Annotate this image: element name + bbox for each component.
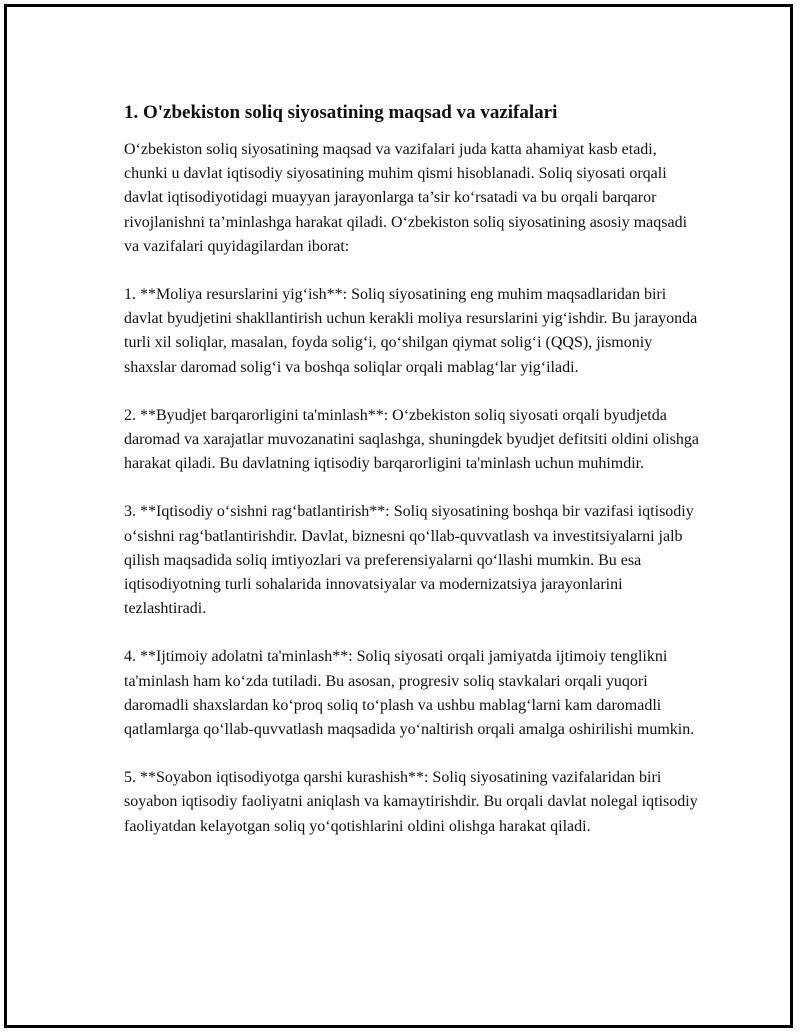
item-1-paragraph: 1. **Moliya resurslarini yig‘ish**: Soliq siyosatining eng muhim maqsadlaridan biri davlat byudjetini shakllantirish uchun kerakli moliya resurslarini yig‘ishdir. Bu jarayonda turli xil soliqlar, masalan, foyda solig‘i, qo‘shilgan qiymat solig‘i (QQS), jismoniy shaxslar daromad solig‘i va boshqa soliqlar orqali mablag‘lar yig‘iladi.	[124, 286, 698, 376]
document-body	[124, 100, 699, 863]
item-2-paragraph: 2. **Byudjet barqarorligini ta'minlash**: O‘zbekiston soliq siyosati orqali byudjetda daromad va xarajatlar muvozanatini saqlashga, shuningdek byudjet defitsiti oldini olishga harakat qiladi. Bu davlatning iqtisodiy barqarorligini ta'minlash uchun muhimdir.	[124, 406, 699, 473]
document-page	[4, 4, 793, 1028]
item-5-paragraph: 5. **Soyabon iqtisodiyotga qarshi kurashish**: Soliq siyosatining vazifalaridan biri soyabon iqtisodiy faoliyatni aniqlash va kamaytirishdir. Bu orqali davlat nolegal iqtisodiy faoliyatdan kelayotgan soliq yo‘qotishlarini oldini olishga harakat qiladi.	[124, 769, 698, 835]
item-4-paragraph: 4. **Ijtimoiy adolatni ta'minlash**: Soliq siyosati orqali jamiyatda ijtimoiy tenglikni ta'minlash ham ko‘zda tutiladi. Bu asosan, progresiv soliq stavkalari orqali yuqori daromadli shaxslardan ko‘proq soliq to‘plash va ushbu mablag‘larni kam daromadli qatlamlarga qo‘llab-quvvatlash maqsadida yo‘naltirish orqali amalga oshirilishi mumkin.	[124, 648, 695, 739]
item-3-paragraph: 3. **Iqtisodiy o‘sishni rag‘batlantirish**: Soliq siyosatining boshqa bir vazifasi iqtisodiy o‘sishni rag‘batlantirishdir. Davlat, biznesni qo‘llab-quvvatlash va investitsiyalarni jalb qilish maqsadida soliq imtiyozlari va preferensiyalarni qo‘llashi mumkin. Bu esa iqtisodiyotning turli sohalarida innovatsiyalar va modernizatsiya jarayonlarini tezlashtiradi.	[124, 503, 694, 618]
intro-paragraph: O‘zbekiston soliq siyosatining maqsad va vazifalari juda katta ahamiyat kasb etadi, chunki u davlat iqtisodiy siyosatining muhim qismi hisoblanadi. Soliq siyosati orqali davlat iqtisodiyotidagi muayyan jarayonlarga ta’sir ko‘rsatadi va bu orqali barqaror rivojlanishni ta’minlashga harakat qiladi. O‘zbekiston soliq siyosatining asosiy maqsadi va vazifalari quyidagilardan iborat:	[124, 141, 688, 255]
section-heading: 1. O'zbekiston soliq siyosatining maqsad va vazifalari	[124, 102, 558, 123]
